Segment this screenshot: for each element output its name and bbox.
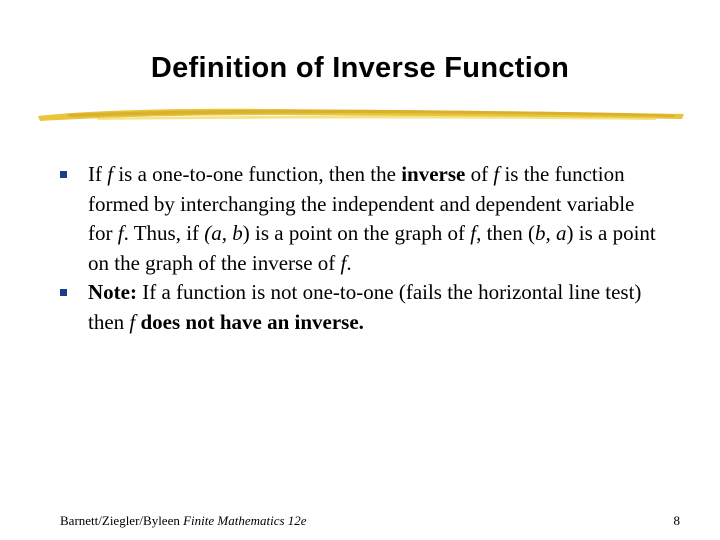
point-ab: (a, b xyxy=(204,221,243,245)
page-number: 8 xyxy=(673,513,680,528)
function-symbol: f xyxy=(129,309,136,334)
note-label: Note: xyxy=(88,280,137,304)
title-underline-brushstroke xyxy=(36,100,686,126)
term-inverse: inverse xyxy=(401,162,466,186)
text-run: ) is a point on the graph of xyxy=(242,221,471,245)
function-symbol: f xyxy=(470,221,477,245)
text-run: ) is a point on the graph of the inverse of xyxy=(88,221,656,275)
function-symbol: f xyxy=(117,221,124,245)
text-run: of xyxy=(465,162,494,186)
function-symbol: f xyxy=(340,250,347,275)
square-bullet-icon xyxy=(60,289,67,296)
bullet-list xyxy=(60,160,660,337)
footer-authors: Barnett/Ziegler/Byleen xyxy=(60,513,184,528)
text-run: . Thus, if xyxy=(123,221,205,245)
slide-title: Definition of Inverse Function xyxy=(150,52,570,84)
text-run: . xyxy=(346,250,352,275)
footer-citation xyxy=(60,513,307,529)
bullet-item-definition xyxy=(60,160,660,278)
function-symbol: f xyxy=(107,162,114,186)
function-symbol: f xyxy=(493,162,500,186)
text-run: , then ( xyxy=(476,221,535,245)
text-run: is a one-to-one function, then the xyxy=(113,162,402,186)
text-run: If xyxy=(88,162,108,186)
text-run: If a function is not one-to-one (fails the horizontal line test) then xyxy=(88,280,642,334)
text-run: is the function formed by interchanging the independent and dependent variable for xyxy=(88,162,635,245)
note-conclusion: does not have an inverse. xyxy=(135,309,364,334)
point-ba: b, a xyxy=(535,221,567,245)
bullet-item-note xyxy=(60,278,660,337)
footer-book-title: Finite Mathematics 12e xyxy=(183,513,307,528)
square-bullet-icon xyxy=(60,171,67,178)
